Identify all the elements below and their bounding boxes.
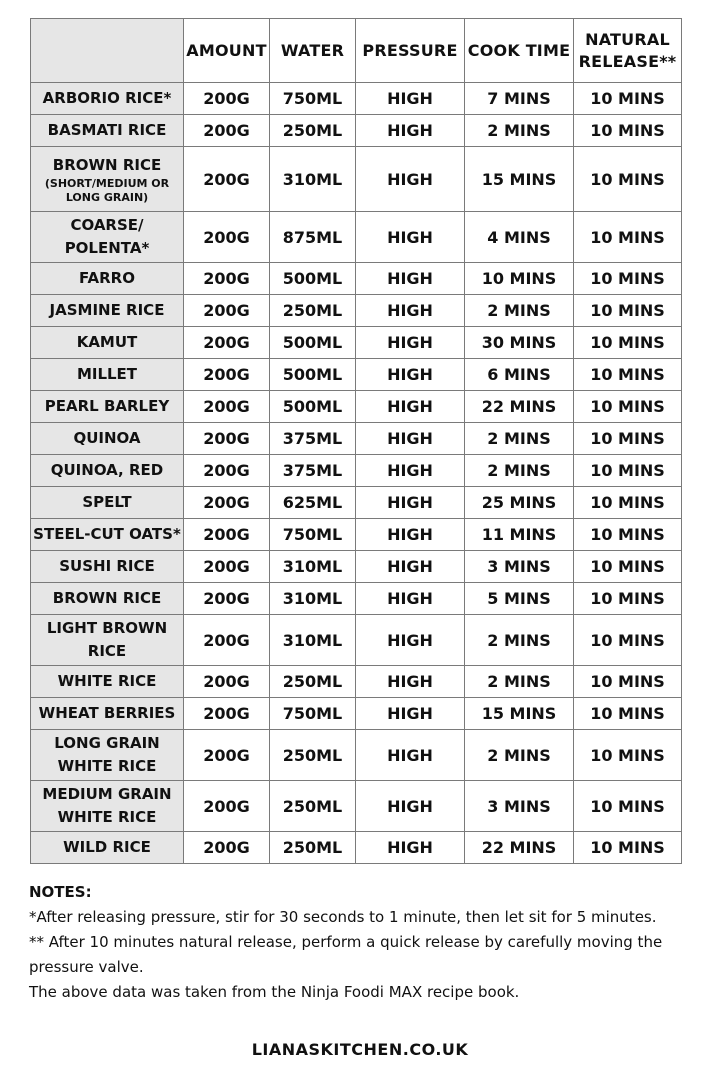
water-cell: 250ML xyxy=(270,295,356,327)
header-water: WATER xyxy=(270,19,356,83)
grain-name: LONG GRAIN WHITE RICE xyxy=(54,734,160,775)
pressure-cell: HIGH xyxy=(356,832,465,864)
grain-name-cell xyxy=(31,423,184,455)
amount-cell: 200G xyxy=(184,551,270,583)
table-row xyxy=(31,832,682,864)
grain-name-cell xyxy=(31,519,184,551)
amount-cell: 200G xyxy=(184,666,270,698)
cook-time-cell: 2 MINS xyxy=(465,615,574,666)
table-row xyxy=(31,583,682,615)
cook-time-cell: 11 MINS xyxy=(465,519,574,551)
amount-cell: 200G xyxy=(184,698,270,730)
grain-cooking-table xyxy=(30,18,682,864)
release-cell: 10 MINS xyxy=(574,147,682,212)
table-body xyxy=(31,83,682,864)
release-cell: 10 MINS xyxy=(574,115,682,147)
table-row xyxy=(31,698,682,730)
cook-time-cell: 15 MINS xyxy=(465,147,574,212)
grain-name-cell xyxy=(31,487,184,519)
water-cell: 310ML xyxy=(270,615,356,666)
water-cell: 750ML xyxy=(270,698,356,730)
grain-name: MILLET xyxy=(76,365,138,383)
grain-name: BROWN RICE xyxy=(52,155,162,174)
pressure-cell: HIGH xyxy=(356,698,465,730)
pressure-cell: HIGH xyxy=(356,327,465,359)
grain-name: MEDIUM GRAIN WHITE RICE xyxy=(42,785,172,826)
water-cell: 250ML xyxy=(270,730,356,781)
release-cell: 10 MINS xyxy=(574,730,682,781)
amount-cell: 200G xyxy=(184,83,270,115)
pressure-cell: HIGH xyxy=(356,615,465,666)
water-cell: 500ML xyxy=(270,327,356,359)
release-cell: 10 MINS xyxy=(574,519,682,551)
release-cell: 10 MINS xyxy=(574,487,682,519)
release-cell: 10 MINS xyxy=(574,832,682,864)
amount-cell: 200G xyxy=(184,263,270,295)
grain-name-cell xyxy=(31,730,184,781)
cook-time-cell: 25 MINS xyxy=(465,487,574,519)
grain-name-cell xyxy=(31,615,184,666)
grain-name: STEEL-CUT OATS* xyxy=(33,525,181,543)
grain-name-cell xyxy=(31,327,184,359)
grain-name: WHITE RICE xyxy=(57,672,157,690)
amount-cell: 200G xyxy=(184,487,270,519)
amount-cell: 200G xyxy=(184,359,270,391)
cook-time-cell: 22 MINS xyxy=(465,832,574,864)
table-row xyxy=(31,423,682,455)
grain-name-subtitle: (SHORT/MEDIUM OR LONG GRAIN) xyxy=(44,176,170,204)
release-cell: 10 MINS xyxy=(574,327,682,359)
amount-cell: 200G xyxy=(184,832,270,864)
grain-name-cell xyxy=(31,666,184,698)
release-cell: 10 MINS xyxy=(574,455,682,487)
cook-time-cell: 5 MINS xyxy=(465,583,574,615)
table-row xyxy=(31,359,682,391)
grain-name-cell xyxy=(31,781,184,832)
table-row xyxy=(31,263,682,295)
release-cell: 10 MINS xyxy=(574,391,682,423)
table-row xyxy=(31,666,682,698)
pressure-cell: HIGH xyxy=(356,295,465,327)
water-cell: 500ML xyxy=(270,263,356,295)
cook-time-cell: 30 MINS xyxy=(465,327,574,359)
grain-name-cell xyxy=(31,147,184,212)
pressure-cell: HIGH xyxy=(356,781,465,832)
release-cell: 10 MINS xyxy=(574,551,682,583)
amount-cell: 200G xyxy=(184,295,270,327)
grain-name: KAMUT xyxy=(76,333,138,351)
water-cell: 875ML xyxy=(270,212,356,263)
grain-name-cell xyxy=(31,391,184,423)
grain-name: BASMATI RICE xyxy=(47,121,167,139)
header-pressure: PRESSURE xyxy=(356,19,465,83)
cook-time-cell: 10 MINS xyxy=(465,263,574,295)
table-header-row xyxy=(31,19,682,83)
table-row xyxy=(31,212,682,263)
grain-name: SPELT xyxy=(82,493,132,511)
grain-name: WILD RICE xyxy=(63,838,151,856)
amount-cell: 200G xyxy=(184,212,270,263)
cook-time-cell: 3 MINS xyxy=(465,551,574,583)
grain-name-cell xyxy=(31,263,184,295)
water-cell: 375ML xyxy=(270,423,356,455)
pressure-cell: HIGH xyxy=(356,115,465,147)
grain-name-cell xyxy=(31,455,184,487)
release-cell: 10 MINS xyxy=(574,423,682,455)
release-cell: 10 MINS xyxy=(574,666,682,698)
header-natural-release xyxy=(574,19,682,83)
table-row xyxy=(31,551,682,583)
table-row xyxy=(31,83,682,115)
note-asterisk: *After releasing pressure, stir for 30 seconds to 1 minute, then let sit for 5 minutes. xyxy=(29,908,657,926)
amount-cell: 200G xyxy=(184,327,270,359)
amount-cell: 200G xyxy=(184,423,270,455)
cook-time-cell: 2 MINS xyxy=(465,115,574,147)
cook-time-cell: 2 MINS xyxy=(465,423,574,455)
table-row xyxy=(31,391,682,423)
water-cell: 500ML xyxy=(270,359,356,391)
notes-section xyxy=(29,880,689,1005)
release-cell: 10 MINS xyxy=(574,583,682,615)
pressure-cell: HIGH xyxy=(356,519,465,551)
grain-name: BROWN RICE xyxy=(52,589,162,607)
pressure-cell: HIGH xyxy=(356,730,465,781)
pressure-cell: HIGH xyxy=(356,666,465,698)
amount-cell: 200G xyxy=(184,391,270,423)
amount-cell: 200G xyxy=(184,455,270,487)
water-cell: 310ML xyxy=(270,551,356,583)
pressure-cell: HIGH xyxy=(356,423,465,455)
amount-cell: 200G xyxy=(184,583,270,615)
table-row xyxy=(31,455,682,487)
water-cell: 250ML xyxy=(270,781,356,832)
amount-cell: 200G xyxy=(184,147,270,212)
pressure-cell: HIGH xyxy=(356,359,465,391)
cook-time-cell: 4 MINS xyxy=(465,212,574,263)
header-cook-time: COOK TIME xyxy=(465,19,574,83)
pressure-cell: HIGH xyxy=(356,83,465,115)
pressure-cell: HIGH xyxy=(356,583,465,615)
pressure-cell: HIGH xyxy=(356,263,465,295)
release-cell: 10 MINS xyxy=(574,295,682,327)
pressure-cell: HIGH xyxy=(356,551,465,583)
water-cell: 250ML xyxy=(270,832,356,864)
grain-name-cell xyxy=(31,295,184,327)
grain-name: SUSHI RICE xyxy=(59,557,155,575)
table-row xyxy=(31,147,682,212)
pressure-cell: HIGH xyxy=(356,455,465,487)
water-cell: 310ML xyxy=(270,583,356,615)
grain-name-cell xyxy=(31,115,184,147)
grain-name: QUINOA xyxy=(73,429,141,447)
table-row xyxy=(31,295,682,327)
table-row xyxy=(31,615,682,666)
grain-name: WHEAT BERRIES xyxy=(38,704,176,722)
water-cell: 250ML xyxy=(270,115,356,147)
table-row xyxy=(31,730,682,781)
water-cell: 375ML xyxy=(270,455,356,487)
pressure-cell: HIGH xyxy=(356,147,465,212)
table-row xyxy=(31,327,682,359)
notes-title: NOTES: xyxy=(29,883,92,901)
grain-name-cell xyxy=(31,698,184,730)
grain-cooking-table-container xyxy=(30,18,681,864)
cook-time-cell: 6 MINS xyxy=(465,359,574,391)
grain-name: JASMINE RICE xyxy=(49,301,165,319)
table-row xyxy=(31,519,682,551)
grain-name-cell xyxy=(31,551,184,583)
cook-time-cell: 15 MINS xyxy=(465,698,574,730)
pressure-cell: HIGH xyxy=(356,391,465,423)
cook-time-cell: 2 MINS xyxy=(465,730,574,781)
amount-cell: 200G xyxy=(184,730,270,781)
amount-cell: 200G xyxy=(184,615,270,666)
note-source: The above data was taken from the Ninja Foodi MAX recipe book. xyxy=(29,983,520,1001)
amount-cell: 200G xyxy=(184,115,270,147)
release-cell: 10 MINS xyxy=(574,781,682,832)
release-cell: 10 MINS xyxy=(574,263,682,295)
table-row xyxy=(31,487,682,519)
grain-name-cell xyxy=(31,583,184,615)
pressure-cell: HIGH xyxy=(356,212,465,263)
grain-name: PEARL BARLEY xyxy=(44,397,170,415)
header-natural-release-line2: RELEASE** xyxy=(578,51,677,71)
grain-name-cell xyxy=(31,83,184,115)
cook-time-cell: 2 MINS xyxy=(465,666,574,698)
header-amount: AMOUNT xyxy=(184,19,270,83)
grain-name: FARRO xyxy=(79,269,135,287)
grain-name-cell xyxy=(31,832,184,864)
grain-name: ARBORIO RICE* xyxy=(42,89,172,107)
water-cell: 500ML xyxy=(270,391,356,423)
grain-name: LIGHT BROWN RICE xyxy=(46,619,168,660)
cook-time-cell: 3 MINS xyxy=(465,781,574,832)
water-cell: 310ML xyxy=(270,147,356,212)
note-double-asterisk: ** After 10 minutes natural release, perform a quick release by carefully moving the pressure valve. xyxy=(29,933,663,976)
table-row xyxy=(31,115,682,147)
grain-name-cell xyxy=(31,212,184,263)
amount-cell: 200G xyxy=(184,781,270,832)
header-natural-release-line1: NATURAL xyxy=(585,29,670,49)
table-row xyxy=(31,781,682,832)
cook-time-cell: 22 MINS xyxy=(465,391,574,423)
release-cell: 10 MINS xyxy=(574,615,682,666)
grain-name: QUINOA, RED xyxy=(50,461,164,479)
release-cell: 10 MINS xyxy=(574,359,682,391)
release-cell: 10 MINS xyxy=(574,698,682,730)
water-cell: 750ML xyxy=(270,519,356,551)
cook-time-cell: 7 MINS xyxy=(465,83,574,115)
grain-name-cell xyxy=(31,359,184,391)
water-cell: 250ML xyxy=(270,666,356,698)
water-cell: 625ML xyxy=(270,487,356,519)
amount-cell: 200G xyxy=(184,519,270,551)
footer-website: LIANASKITCHEN.CO.UK xyxy=(251,1040,469,1059)
release-cell: 10 MINS xyxy=(574,212,682,263)
pressure-cell: HIGH xyxy=(356,487,465,519)
cook-time-cell: 2 MINS xyxy=(465,295,574,327)
water-cell: 750ML xyxy=(270,83,356,115)
grain-name: COARSE/ POLENTA* xyxy=(64,216,150,257)
header-grain xyxy=(31,19,184,83)
cook-time-cell: 2 MINS xyxy=(465,455,574,487)
release-cell: 10 MINS xyxy=(574,83,682,115)
